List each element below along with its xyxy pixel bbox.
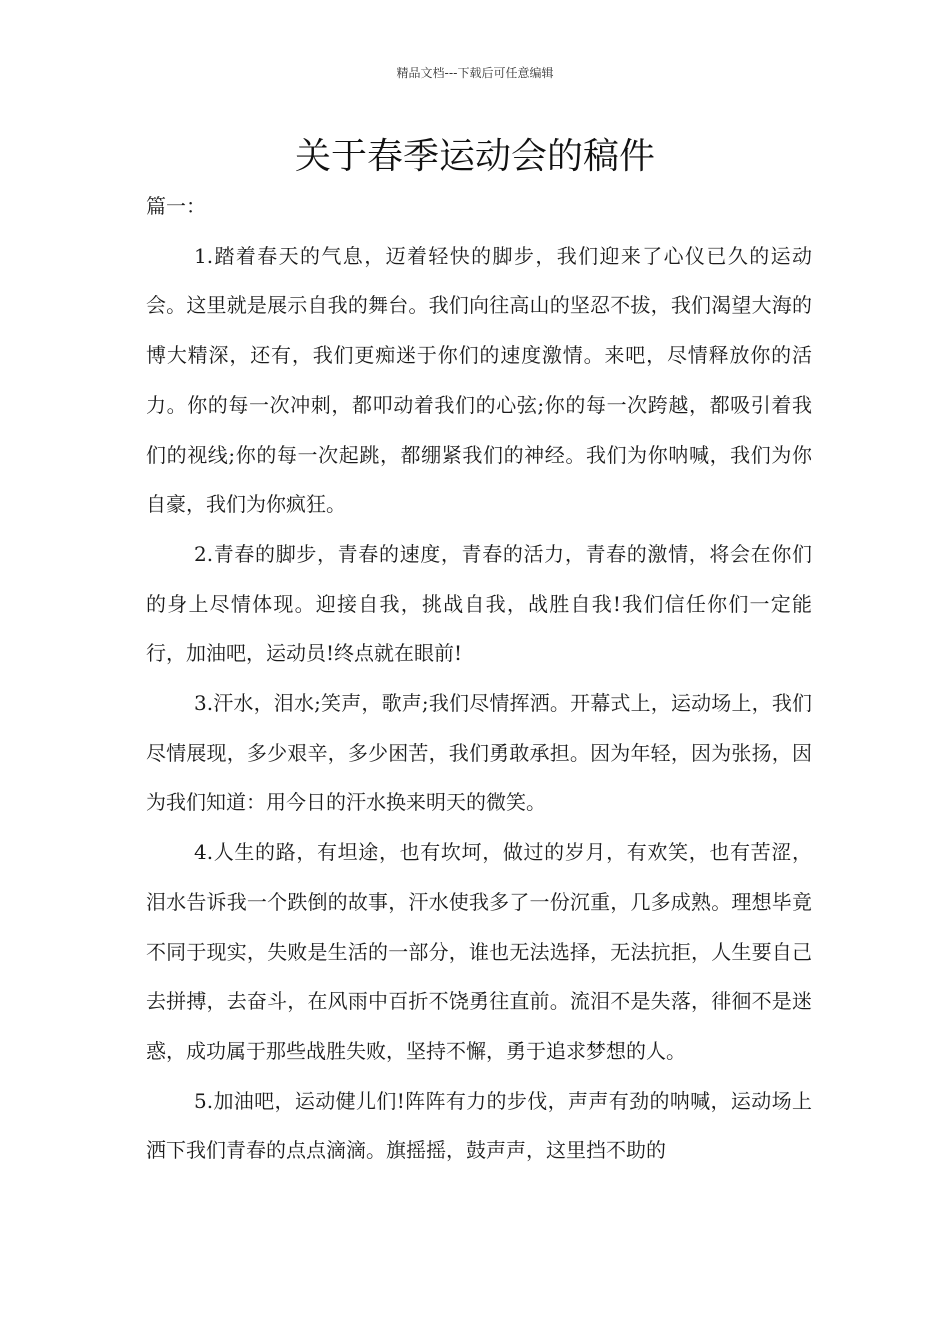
header-note: 精品文档---下载后可任意编辑 [396, 66, 554, 80]
paragraph-4: 4.人生的路，有坦途，也有坎坷，做过的岁月，有欢笑，也有苦涩，泪水告诉我一个跌倒的故事，汗水使我多了一份沉重，几多成熟。理想毕竟不同于现实，失败是生活的一部分，谁也无法选择，无法抗拒，人生要自己去拼搏，去奋斗，在风雨中百折不饶勇往直前。流泪不是失落，徘徊不是迷惑，成功属于那些战胜失败，坚持不懈，勇于追求梦想的人。 [146, 840, 812, 1063]
paragraph-1: 1.踏着春天的气息，迈着轻快的脚步，我们迎来了心仪已久的运动会。这里就是展示自我的舞台。我们向往高山的坚忍不拔，我们渴望大海的博大精深，还有，我们更痴迷于你们的速度激情。来吧，尽情释放你的活力。你的每一次冲刺，都叩动着我们的心弦;你的每一次跨越，都吸引着我们的视线;你的每一次起跳，都绷紧我们的神经。我们为你呐喊，我们为你自豪，我们为你疯狂。 [146, 243, 812, 517]
paragraph-2: 2.青春的脚步，青春的速度，青春的活力，青春的激情，将会在你们的身上尽情体现。迎接自我，挑战自我，战胜自我!我们信任你们一定能行，加油吧，运动员!终点就在眼前! [146, 541, 812, 666]
paragraph-3: 3.汗水，泪水;笑声，歌声;我们尽情挥洒。开幕式上，运动场上，我们尽情展现，多少艰辛，多少困苦，我们勇敢承担。因为年轻，因为张扬，因为我们知道：用今日的汗水换来明天的微笑。 [146, 691, 812, 815]
section-label: 篇一： [146, 194, 206, 218]
paragraph-5: 5.加油吧，运动健儿们!阵阵有力的步伐，声声有劲的呐喊，运动场上洒下我们青春的点点滴滴。旗摇摇，鼓声声，这里挡不助的 [146, 1088, 812, 1163]
document-title: 关于春季运动会的稿件 [294, 136, 655, 177]
document-body [146, 182, 812, 1176]
